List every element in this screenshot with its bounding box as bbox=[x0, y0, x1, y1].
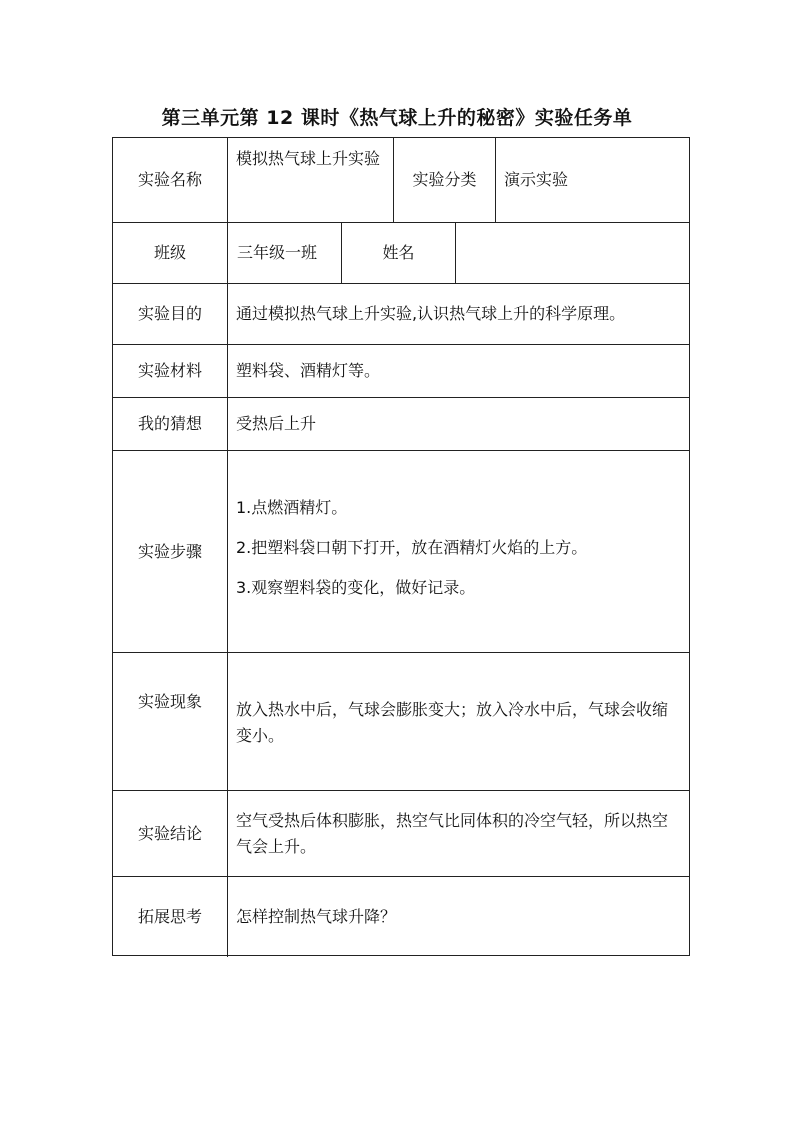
step-item: 1.点燃酒精灯。 bbox=[236, 498, 348, 517]
row-experiment-name bbox=[113, 138, 689, 222]
row-purpose bbox=[113, 283, 689, 344]
conclusion-label: 实验结论 bbox=[137, 823, 202, 843]
row-materials bbox=[113, 344, 689, 397]
experiment-worksheet-table bbox=[112, 137, 690, 956]
phenomenon-label: 实验现象 bbox=[137, 692, 202, 711]
steps-list bbox=[236, 495, 681, 615]
purpose-label: 实验目的 bbox=[137, 304, 202, 323]
class-label: 班级 bbox=[153, 243, 186, 262]
steps-value bbox=[227, 451, 689, 652]
phenomenon-value-cell bbox=[227, 653, 689, 790]
experiment-name-value: 模拟热气球上升实验 bbox=[236, 149, 381, 168]
materials-value: 塑料袋、酒精灯等。 bbox=[227, 345, 689, 397]
student-name-label: 姓名 bbox=[341, 223, 455, 283]
row-steps bbox=[113, 450, 689, 652]
row-extension bbox=[113, 876, 689, 957]
row-class-name bbox=[113, 222, 689, 283]
experiment-category-label: 实验分类 bbox=[393, 138, 495, 222]
conclusion-value: 空气受热后体积膨胀，热空气比同体积的冷空气轻，所以热空气会上升。 bbox=[236, 810, 669, 856]
class-value: 三年级一班 bbox=[227, 223, 341, 283]
materials-label: 实验材料 bbox=[137, 361, 202, 380]
experiment-category-value: 演示实验 bbox=[495, 138, 689, 222]
worksheet-title: 第三单元第 12 课时《热气球上升的秘密》实验任务单 bbox=[161, 107, 633, 129]
student-name-value[interactable] bbox=[455, 223, 689, 283]
hypothesis-label: 我的猜想 bbox=[137, 414, 202, 433]
row-hypothesis bbox=[113, 397, 689, 450]
step-item: 2.把塑料袋口朝下打开，放在酒精灯火焰的上方。 bbox=[236, 538, 588, 557]
hypothesis-value: 受热后上升 bbox=[227, 398, 689, 450]
experiment-name-value-cell bbox=[227, 138, 393, 222]
row-phenomenon bbox=[113, 652, 689, 790]
step-item: 3.观察塑料袋的变化，做好记录。 bbox=[236, 578, 476, 597]
extension-label: 拓展思考 bbox=[137, 907, 202, 926]
row-conclusion bbox=[113, 790, 689, 876]
experiment-name-label: 实验名称 bbox=[137, 170, 202, 189]
phenomenon-value: 放入热水中后，气球会膨胀变大；放入冷水中后，气球会收缩变小。 bbox=[236, 700, 669, 745]
extension-value: 怎样控制热气球升降？ bbox=[227, 877, 689, 957]
purpose-value: 通过模拟热气球上升实验,认识热气球上升的科学原理。 bbox=[227, 284, 689, 344]
steps-label: 实验步骤 bbox=[137, 541, 202, 561]
conclusion-value-cell bbox=[227, 791, 689, 876]
